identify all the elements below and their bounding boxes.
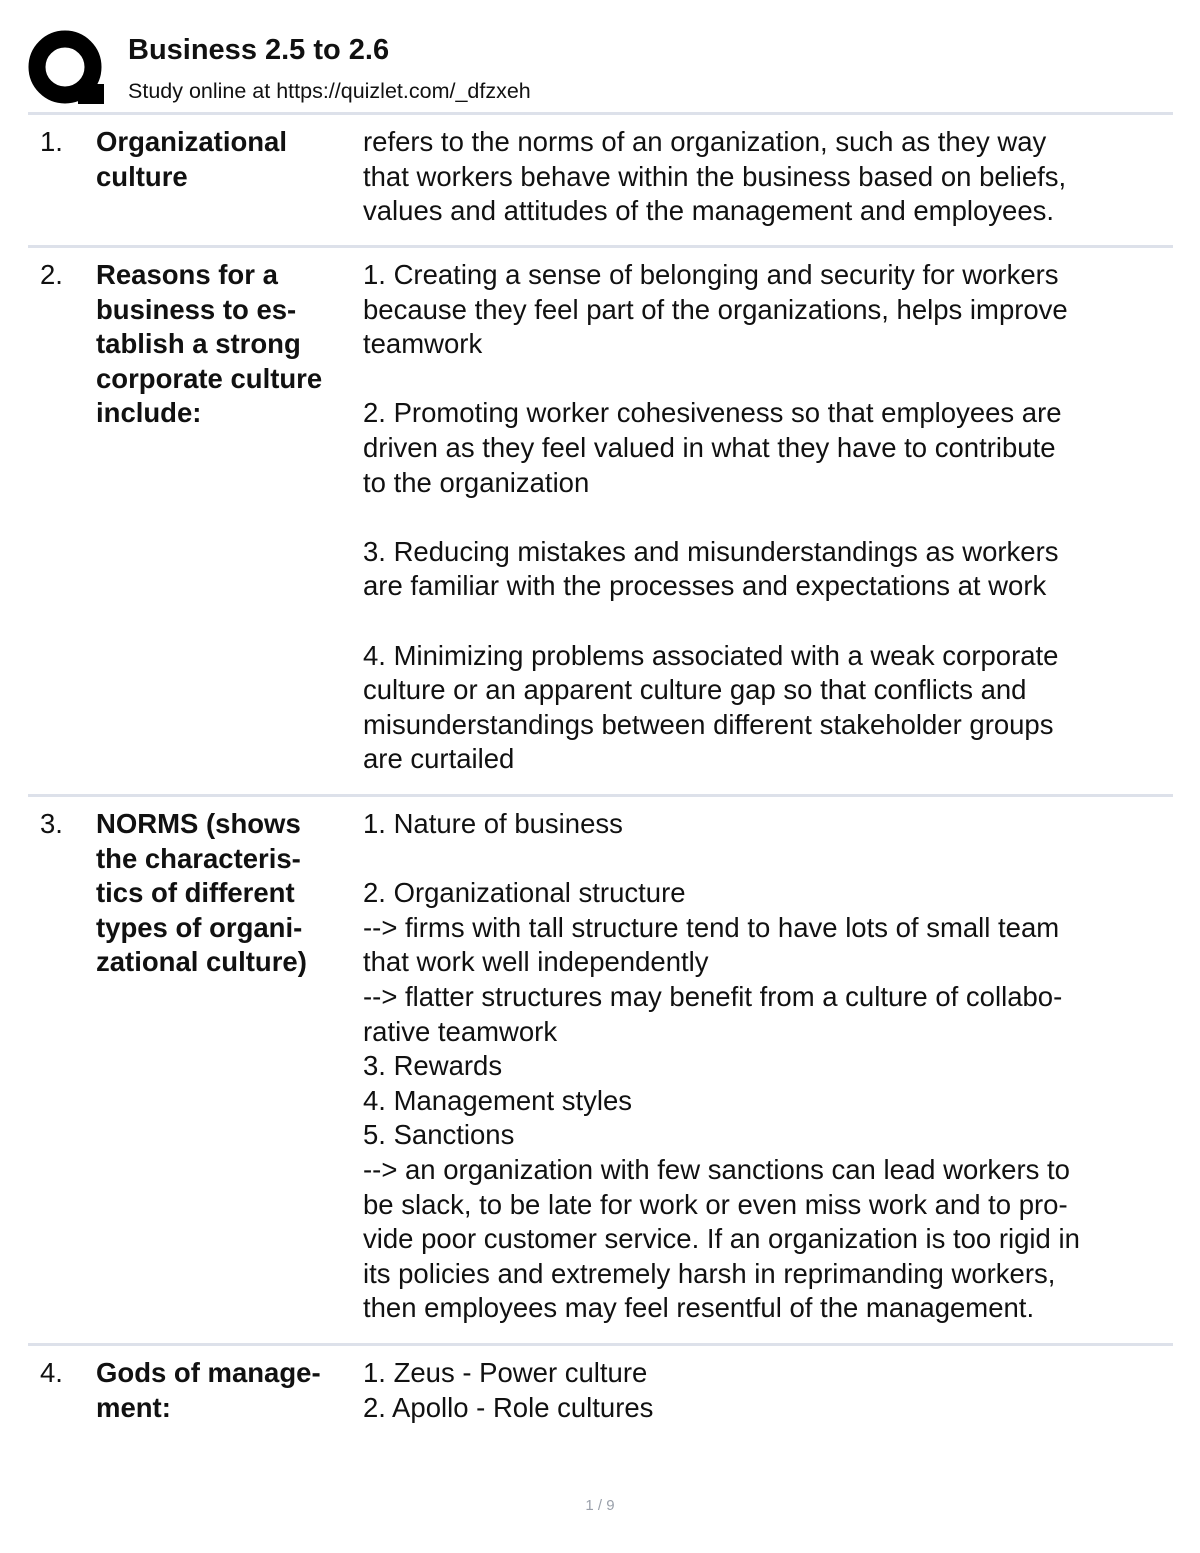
divider <box>28 794 1173 797</box>
term-number: 2. <box>40 259 63 290</box>
term-name: Gods of manage- ment: <box>96 1357 321 1423</box>
quizlet-q-logo-icon <box>28 30 106 108</box>
term-definition: 1. Nature of business 2. Organizational structure --> firms with tall structure tend to have lots of small team that work well independently --> flatter structures may benefit from a culture of collabo- rative teamwork 3. Rewards 4. Management styles 5. Sanctions --> an organization with few sanctions can lead workers to be slack, to be late for work or even miss work and to pro- vide poor customer service. If an organization is too rigid in its policies and extremely harsh in reprimanding workers, then employees may feel resentful of the management. <box>363 808 1080 1324</box>
page-header <box>28 30 1178 110</box>
term-name: Reasons for a business to es- tablish a strong corporate culture include: <box>96 259 323 429</box>
term-number: 4. <box>40 1357 63 1388</box>
divider <box>28 1343 1173 1346</box>
term-definition: 1. Zeus - Power culture 2. Apollo - Role cultures <box>363 1357 654 1423</box>
page-number: 1 / 9 <box>585 1497 615 1514</box>
term-definition: refers to the norms of an organization, such as they way that workers behave within the business based on beliefs, values and attitudes of the management and employees. <box>363 126 1067 227</box>
term-name: NORMS (shows the characteris- tics of different types of organi- zational culture) <box>96 808 307 978</box>
term-definition: 1. Creating a sense of belonging and security for workers because they feel part of the organizations, helps improve teamwork 2. Promoting worker cohesiveness so that employees are driven as they feel valued in what they have to contribute to the organization 3. Reducing mistakes and misunderstandings as workers are familiar with the processes and expectations at work 4. Minimizing problems associated with a weak corporate culture or an apparent culture gap so that conflicts and misunderstandings between different stakeholder groups are curtailed <box>363 259 1068 775</box>
divider <box>28 245 1173 248</box>
term-number: 3. <box>40 808 63 839</box>
set-title: Business 2.5 to 2.6 <box>128 34 390 66</box>
term-number: 1. <box>40 126 63 157</box>
divider <box>28 112 1173 115</box>
term-name: Organizational culture <box>96 126 287 192</box>
study-link-text: Study online at https://quizlet.com/_dfzxeh <box>128 79 531 103</box>
